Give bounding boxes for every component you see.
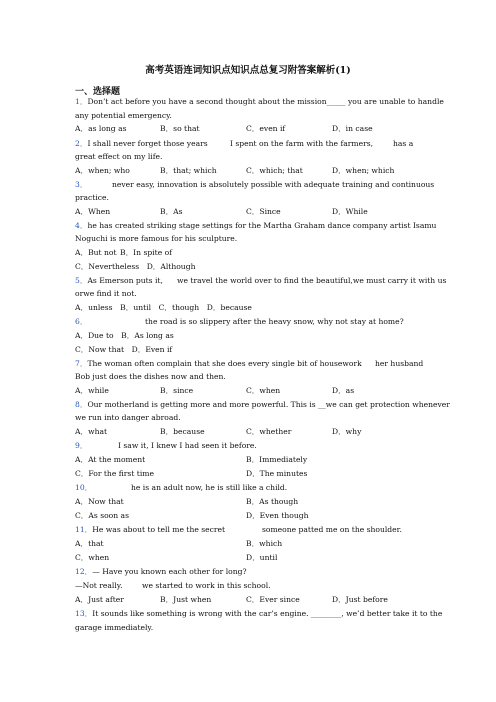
- option-b: B．so that: [160, 124, 200, 133]
- question-9: [75, 441, 87, 451]
- question-number: 1．: [75, 97, 88, 106]
- option-c: C．which; that: [246, 166, 303, 175]
- option-d: D．when; which: [332, 166, 395, 175]
- question-text-cont: we run into danger abroad.: [75, 413, 181, 422]
- option-d: D．in case: [332, 124, 373, 133]
- question-5: [75, 276, 163, 286]
- question-text-cont: garage immediately.: [75, 623, 154, 632]
- question-text: I saw it, I knew I had seen it before.: [118, 441, 257, 450]
- question-text-cont: —Not really.: [75, 581, 123, 590]
- question-text: Don’t act before you have a second thought about the mission_____ you are unable to handle: [87, 97, 444, 106]
- question-text: he has created striking stage settings for the Martha Graham dance company artist Isamu: [87, 221, 437, 230]
- question-text: The woman often complain that she does every single bit of housework: [87, 359, 362, 368]
- question-text: he is an adult now, he is still like a child.: [131, 483, 288, 492]
- option-b: B．In spite of: [120, 248, 173, 257]
- question-10: [75, 483, 92, 493]
- option-c: C．Ever since: [246, 595, 300, 604]
- question-13: [75, 609, 442, 619]
- question-number: 3．: [75, 180, 88, 189]
- question-12: [75, 567, 247, 577]
- question-4: [75, 221, 436, 231]
- option-b: B．Just when: [160, 595, 212, 604]
- option-d: D．The minutes: [246, 469, 308, 478]
- question-number: 4．: [75, 221, 88, 230]
- option-d: D．why: [332, 427, 362, 436]
- option-b: B．because: [160, 427, 205, 436]
- option-a: A．what: [75, 427, 108, 436]
- question-number: 5．: [75, 276, 88, 285]
- option-a: A．Now that: [75, 497, 124, 506]
- question-text: never easy, innovation is absolutely possible with adequate training and continuous: [112, 180, 435, 189]
- question-text-cont: her husband: [375, 359, 424, 368]
- question-number: 2．: [75, 139, 88, 148]
- option-a: A．At the moment: [75, 455, 146, 464]
- question-text-cont: we started to work in this school.: [142, 581, 271, 590]
- question-number: 10．: [75, 483, 93, 492]
- question-text-cont: we travel the world over to find the beautiful,we must carry it with us: [177, 276, 447, 285]
- question-number: 13．: [75, 609, 93, 618]
- option-a: A．But not: [75, 248, 117, 257]
- question-text-cont: Bob just does the dishes now and then.: [75, 372, 226, 381]
- option-d: D．as: [332, 386, 355, 395]
- option-b: B．which: [246, 539, 283, 548]
- question-2: [75, 139, 208, 149]
- question-number: 11．: [75, 525, 93, 534]
- question-number: 8．: [75, 400, 88, 409]
- option-b: B．that; which: [160, 166, 217, 175]
- question-3: [75, 180, 87, 190]
- question-number: 6．: [75, 317, 88, 326]
- options-ab: A．Due to B．As long as: [75, 331, 174, 340]
- options: A．unless B．until C．though D．because: [75, 303, 252, 312]
- option-c: C．when: [246, 386, 281, 395]
- question-text: He was about to tell me the secret: [92, 525, 226, 534]
- question-number: 9．: [75, 441, 88, 450]
- option-a: A．Just after: [75, 595, 124, 604]
- option-a: A．When: [75, 207, 111, 216]
- question-7: [75, 359, 362, 369]
- option-c: C．As soon as: [75, 511, 129, 520]
- question-text: I shall never forget those years: [87, 139, 208, 148]
- option-d: D．until: [246, 553, 278, 562]
- question-text: It sounds like something is wrong with the car’s engine. ________, we’d better take it to the: [92, 609, 443, 618]
- question-text-cont: Noguchi is more famous for his sculpture.: [75, 234, 238, 243]
- question-11: [75, 525, 225, 535]
- question-number: 12．: [75, 567, 93, 576]
- question-text-cont: someone patted me on the shoulder.: [262, 525, 402, 534]
- question-text-cont: I spent on the farm with the farmers,: [230, 139, 374, 148]
- option-a: A．that: [75, 539, 104, 548]
- question-text: the road is so slippery after the heavy snow, why not stay at home?: [145, 317, 404, 326]
- option-c: C．whether: [246, 427, 292, 436]
- option-b: B．Immediately: [246, 455, 308, 464]
- question-text-cont: has a: [393, 139, 414, 148]
- question-text-cont: great effect on my life.: [75, 152, 163, 161]
- option-b: B．As though: [246, 497, 299, 506]
- question-text-cont: any potential emergency.: [75, 111, 172, 120]
- option-c: C．For the first time: [75, 469, 154, 478]
- question-text: — Have you known each other for long?: [92, 567, 247, 576]
- option-a: A．when; who: [75, 166, 130, 175]
- option-b: B．As: [160, 207, 183, 216]
- options-cd: C．Nevertheless D．Although: [75, 262, 196, 271]
- question-number: 7．: [75, 359, 88, 368]
- question-text-cont: practice.: [75, 193, 109, 202]
- option-a: A．as long as: [75, 124, 127, 133]
- page-title: 高考英语连词知识点知识点总复习附答案解析(1): [145, 65, 351, 76]
- options-cd: C．Now that D．Even if: [75, 345, 173, 354]
- option-d: D．Just before: [332, 595, 388, 604]
- option-d: D．While: [332, 207, 368, 216]
- question-text: Our motherland is getting more and more powerful. This is __we can get protection whenever: [87, 400, 450, 409]
- question-8: [75, 400, 450, 410]
- option-a: A．while: [75, 386, 109, 395]
- question-text: As Emerson puts it,: [87, 276, 163, 285]
- option-b: B．since: [160, 386, 194, 395]
- section-heading: 一、选择题: [75, 87, 121, 97]
- question-6: [75, 317, 87, 327]
- option-c: C．Since: [246, 207, 281, 216]
- option-d: D．Even though: [246, 511, 309, 520]
- option-c: C．even if: [246, 124, 286, 133]
- question-1: [75, 97, 444, 107]
- question-text-cont: orwe find it not.: [75, 289, 137, 298]
- option-c: C．when: [75, 553, 110, 562]
